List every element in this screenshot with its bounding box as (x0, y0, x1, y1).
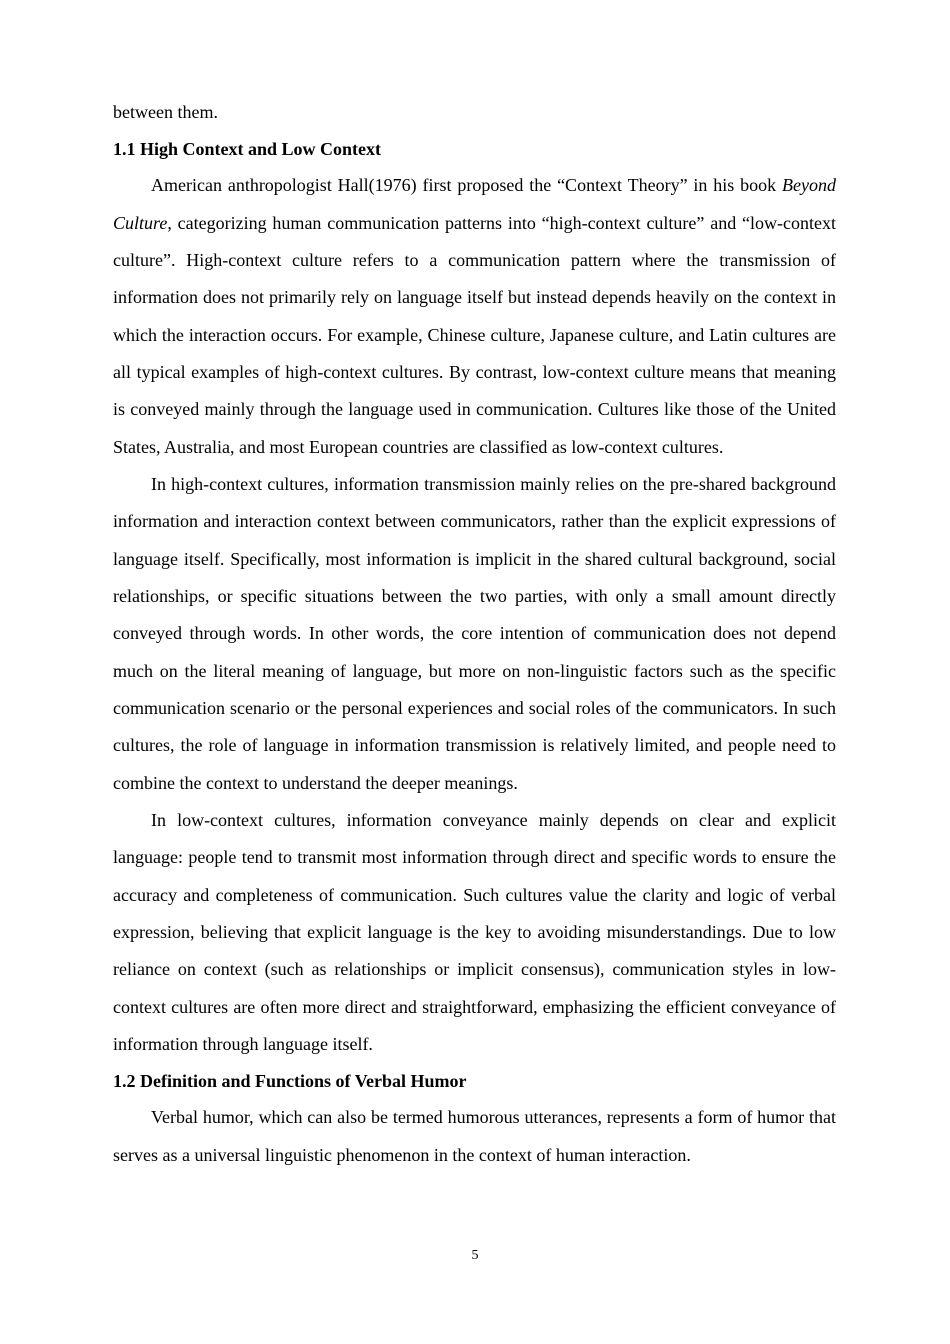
paragraph-high-context: In high-context cultures, information transmission mainly relies on the pre-shared background information and interaction context between communicators, rather than the explicit expressions of language itself. Specifically, most information is implicit in the shared cultural background, social relationships, or specific situations between the two parties, with only a small amount directly conveyed through words. In other words, the core intention of communication does not depend much on the literal meaning of language, but more on non-linguistic factors such as the specific communication scenario or the personal experiences and social roles of the communicators. In such cultures, the role of language in information transmission is relatively limited, and people need to combine the context to understand the deeper meanings. (113, 473, 836, 793)
paragraph-context-theory (113, 167, 836, 466)
section-heading-1-2: 1.2 Definition and Functions of Verbal Humor (113, 1071, 467, 1092)
paragraph-text: American anthropologist Hall(1976) first proposed the “Context Theory” in his book (151, 175, 783, 196)
paragraph-verbal-humor: Verbal humor, which can also be termed humorous utterances, represents a form of humor that serves as a universal linguistic phenomenon in the context of human interaction. (113, 1107, 836, 1165)
page-number: 5 (471, 1248, 479, 1263)
book-title: Beyond Culture (113, 175, 836, 233)
section-heading-1-1: 1.1 High Context and Low Context (113, 139, 382, 160)
paragraph-low-context: In low-context cultures, information conveyance mainly depends on clear and explicit language: people tend to transmit most information through direct and specific words to ensure the accuracy and completeness of communication. Such cultures value the clarity and logic of verbal expression, believing that explicit language is the key to avoiding misunderstandings. Due to low reliance on context (such as relationships or implicit consensus), communication styles in low-context cultures are often more direct and straightforward, emphasizing the efficient conveyance of information through language itself. (113, 810, 836, 1055)
document-page (113, 94, 836, 1174)
continuation-text: between them. (113, 102, 218, 122)
paragraph-text: , categorizing human communication patterns into “high-context culture” and “low-context culture”. High-context culture refers to a communication pattern where the transmission of information does not primarily rely on language itself but instead depends heavily on the context in which the interaction occurs. For example, Chinese culture, Japanese culture, and Latin cultures are all typical examples of high-context cultures. By contrast, low-context culture means that meaning is conveyed mainly through the language used in communication. Cultures like those of the United States, Australia, and most European countries are classified as low-context cultures. (113, 212, 836, 457)
